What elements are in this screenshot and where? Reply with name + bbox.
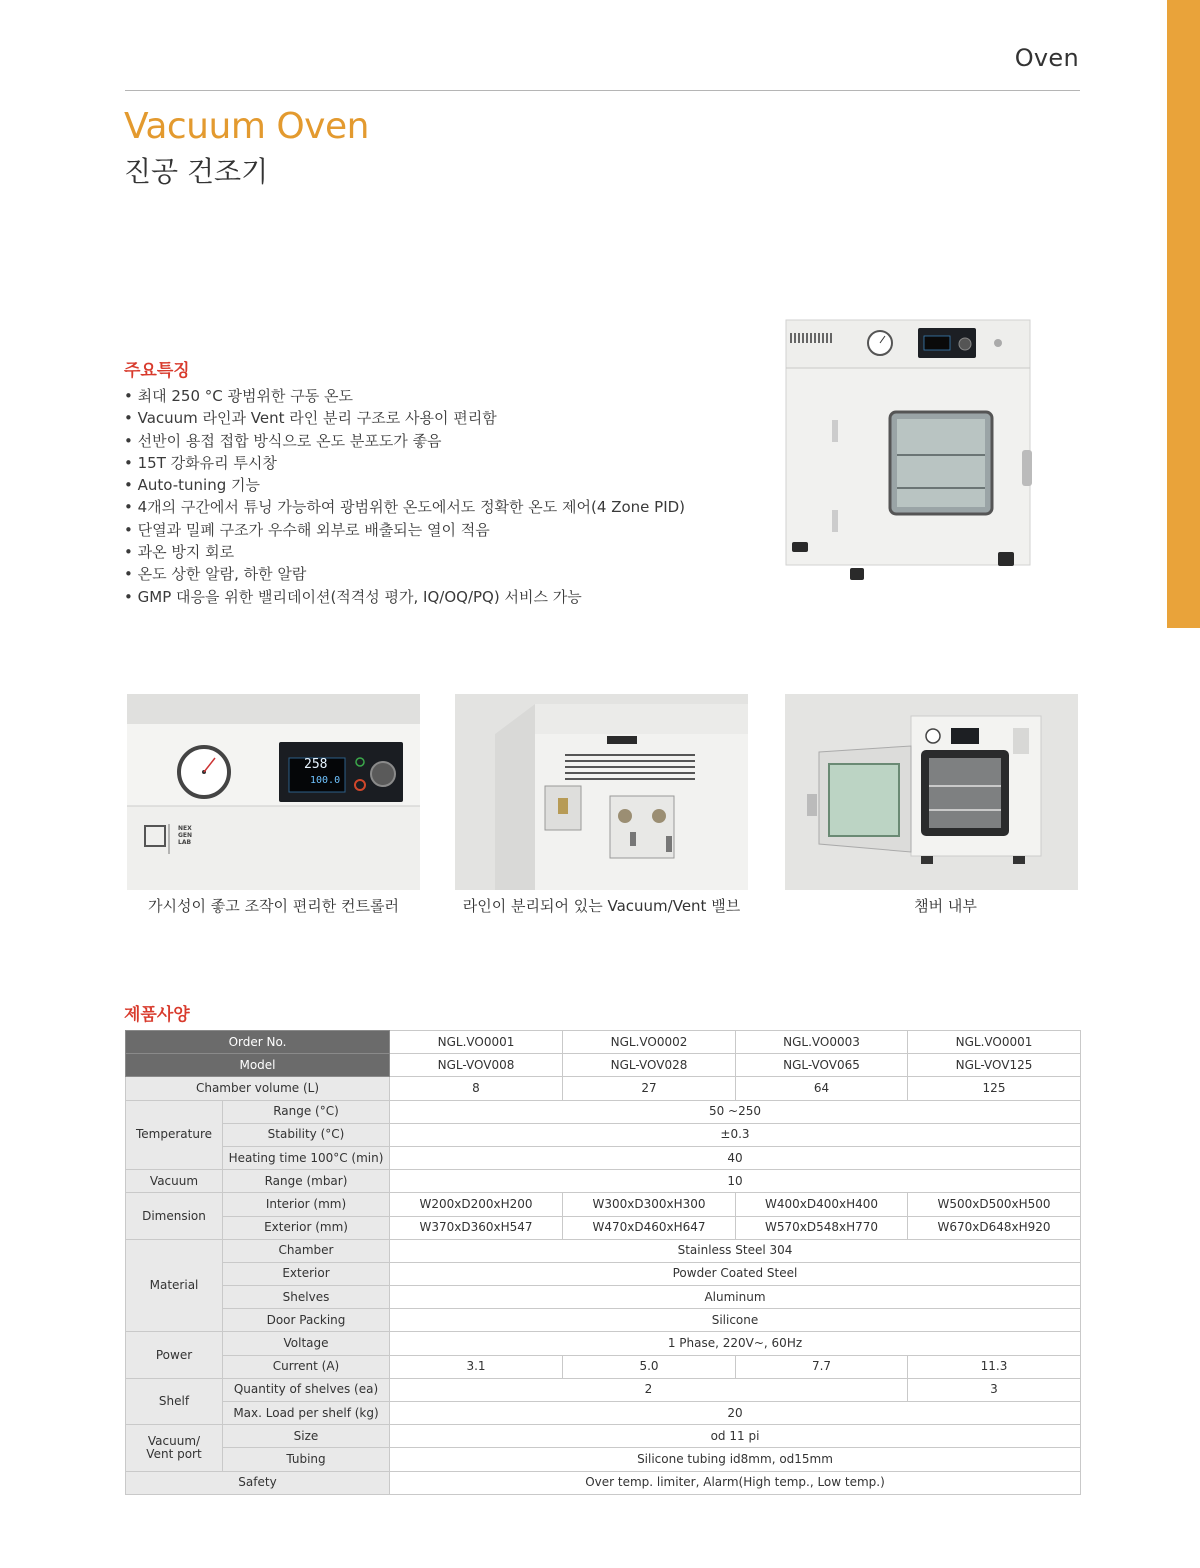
- table-cell: Silicone: [390, 1309, 1081, 1332]
- table-header-cell: Current (A): [223, 1355, 390, 1378]
- table-cell: 27: [563, 1077, 736, 1100]
- table-header-cell: Order No.: [126, 1031, 390, 1054]
- spec-table: [125, 1030, 1081, 1495]
- table-cell: NGL.VO0001: [908, 1031, 1081, 1054]
- port-label-line2: Vent port: [146, 1446, 202, 1461]
- table-row: [126, 1216, 1081, 1239]
- table-cell: W670xD648xH920: [908, 1216, 1081, 1239]
- feature-item: • Vacuum 라인과 Vent 라인 분리 구조로 사용이 편리함: [124, 407, 764, 429]
- valve-photo: [455, 694, 748, 890]
- table-row: [126, 1402, 1081, 1425]
- table-group-cell: Material: [126, 1239, 223, 1332]
- feature-item: • 15T 강화유리 투시창: [124, 452, 764, 474]
- table-cell: NGL-VOV125: [908, 1054, 1081, 1077]
- table-row: [126, 1077, 1081, 1100]
- header-divider: [125, 90, 1080, 91]
- valve-caption: 라인이 분리되어 있는 Vacuum/Vent 밸브: [462, 897, 741, 915]
- table-header-cell: Heating time 100°C (min): [223, 1146, 390, 1169]
- table-row: [126, 1170, 1081, 1193]
- table-cell: 10: [390, 1170, 1081, 1193]
- table-cell: NGL.VO0002: [563, 1031, 736, 1054]
- table-header-cell: Range (mbar): [223, 1170, 390, 1193]
- controller-caption: 가시성이 좋고 조작이 편리한 컨트롤러: [148, 897, 399, 915]
- table-cell: 125: [908, 1077, 1081, 1100]
- table-header-cell: Model: [126, 1054, 390, 1077]
- table-row: [126, 1309, 1081, 1332]
- table-row: [126, 1193, 1081, 1216]
- table-cell: Silicone tubing id8mm, od15mm: [390, 1448, 1081, 1471]
- chamber-caption: 챔버 내부: [914, 897, 977, 915]
- table-group-cell: [126, 1425, 223, 1471]
- table-header-cell: Voltage: [223, 1332, 390, 1355]
- feature-list: [124, 356, 764, 608]
- table-cell: 5.0: [563, 1355, 736, 1378]
- table-header-cell: Exterior: [223, 1262, 390, 1285]
- table-header-cell: Chamber: [223, 1239, 390, 1262]
- table-cell: 2: [390, 1378, 908, 1401]
- table-row: [126, 1100, 1081, 1123]
- vacuum-oven-product-image: [772, 300, 1052, 590]
- table-group-cell: Vacuum: [126, 1170, 223, 1193]
- page-subtitle: 진공 건조기: [124, 155, 269, 188]
- table-cell: Over temp. limiter, Alarm(High temp., Low temp.): [390, 1471, 1081, 1494]
- table-cell: 7.7: [736, 1355, 908, 1378]
- table-cell: Powder Coated Steel: [390, 1262, 1081, 1285]
- table-header-cell: Shelves: [223, 1286, 390, 1309]
- table-header-cell: Chamber volume (L): [126, 1077, 390, 1100]
- table-row: [126, 1239, 1081, 1262]
- nexgenlab-logo: NEX GEN LAB: [178, 825, 193, 846]
- table-header-cell: Quantity of shelves (ea): [223, 1378, 390, 1401]
- table-cell: NGL.VO0001: [390, 1031, 563, 1054]
- table-header-cell: Exterior (mm): [223, 1216, 390, 1239]
- table-cell: W500xD500xH500: [908, 1193, 1081, 1216]
- feature-item: • 선반이 용접 접합 방식으로 온도 분포도가 좋음: [124, 430, 764, 452]
- section-side-tab: [1167, 0, 1200, 628]
- table-group-cell: Temperature: [126, 1100, 223, 1170]
- table-cell: 1 Phase, 220V~, 60Hz: [390, 1332, 1081, 1355]
- table-header-cell: Door Packing: [223, 1309, 390, 1332]
- table-header-cell: Interior (mm): [223, 1193, 390, 1216]
- page-title: Vacuum Oven: [124, 106, 369, 147]
- controller-display-value: 100.0: [310, 775, 341, 786]
- table-cell: W370xD360xH547: [390, 1216, 563, 1239]
- table-cell: 50 ~250: [390, 1100, 1081, 1123]
- port-label-line1: Vacuum/: [147, 1433, 201, 1448]
- table-cell: NGL-VOV008: [390, 1054, 563, 1077]
- table-cell: NGL-VOV028: [563, 1054, 736, 1077]
- table-header-cell: Tubing: [223, 1448, 390, 1471]
- table-cell: NGL.VO0003: [736, 1031, 908, 1054]
- table-row: [126, 1378, 1081, 1401]
- table-cell: 11.3: [908, 1355, 1081, 1378]
- controller-photo: [127, 694, 420, 890]
- table-cell: 20: [390, 1402, 1081, 1425]
- table-cell: Aluminum: [390, 1286, 1081, 1309]
- feature-item: • 최대 250 °C 광범위한 구동 온도: [124, 385, 764, 407]
- table-row: [126, 1123, 1081, 1146]
- table-cell: NGL-VOV065: [736, 1054, 908, 1077]
- chamber-interior-photo: [785, 694, 1078, 890]
- feature-item: • 과온 방지 회로: [124, 541, 764, 563]
- table-cell: 64: [736, 1077, 908, 1100]
- table-cell: 8: [390, 1077, 563, 1100]
- table-row: [126, 1448, 1081, 1471]
- table-header-cell: Safety: [126, 1471, 390, 1494]
- table-cell: W400xD400xH400: [736, 1193, 908, 1216]
- section-label: Oven: [1014, 44, 1079, 72]
- table-cell: W300xD300xH300: [563, 1193, 736, 1216]
- table-row: [126, 1146, 1081, 1169]
- table-header-cell: Range (°C): [223, 1100, 390, 1123]
- table-group-cell: Shelf: [126, 1378, 223, 1424]
- table-row: [126, 1054, 1081, 1077]
- feature-item: • GMP 대응을 위한 밸리데이션(적격성 평가, IQ/OQ/PQ) 서비스 가능: [124, 586, 764, 608]
- table-row: [126, 1425, 1081, 1448]
- table-row: [126, 1286, 1081, 1309]
- table-row: [126, 1262, 1081, 1285]
- table-cell: od 11 pi: [390, 1425, 1081, 1448]
- table-cell: Stainless Steel 304: [390, 1239, 1081, 1262]
- table-cell: W570xD548xH770: [736, 1216, 908, 1239]
- feature-item: • Auto-tuning 기능: [124, 474, 764, 496]
- table-cell: 3.1: [390, 1355, 563, 1378]
- table-group-cell: Dimension: [126, 1193, 223, 1239]
- table-cell: W200xD200xH200: [390, 1193, 563, 1216]
- feature-item: • 4개의 구간에서 튜닝 가능하여 광범위한 온도에서도 정확한 온도 제어(4 Zone PID): [124, 496, 764, 518]
- table-header-cell: Size: [223, 1425, 390, 1448]
- table-row: [126, 1332, 1081, 1355]
- table-header-cell: Stability (°C): [223, 1123, 390, 1146]
- table-header-cell: Max. Load per shelf (kg): [223, 1402, 390, 1425]
- feature-item: • 온도 상한 알람, 하한 알람: [124, 563, 764, 585]
- table-row: [126, 1031, 1081, 1054]
- controller-display-setpoint: 258: [304, 757, 328, 772]
- spec-heading: 제품사양: [124, 1005, 190, 1025]
- table-cell: 40: [390, 1146, 1081, 1169]
- table-cell: ±0.3: [390, 1123, 1081, 1146]
- table-row: [126, 1355, 1081, 1378]
- table-row: [126, 1471, 1081, 1494]
- table-cell: W470xD460xH647: [563, 1216, 736, 1239]
- table-cell: 3: [908, 1378, 1081, 1401]
- feature-item: • 단열과 밀폐 구조가 우수해 외부로 배출되는 열이 적음: [124, 519, 764, 541]
- table-group-cell: Power: [126, 1332, 223, 1378]
- feature-heading: 주요특징: [124, 361, 190, 381]
